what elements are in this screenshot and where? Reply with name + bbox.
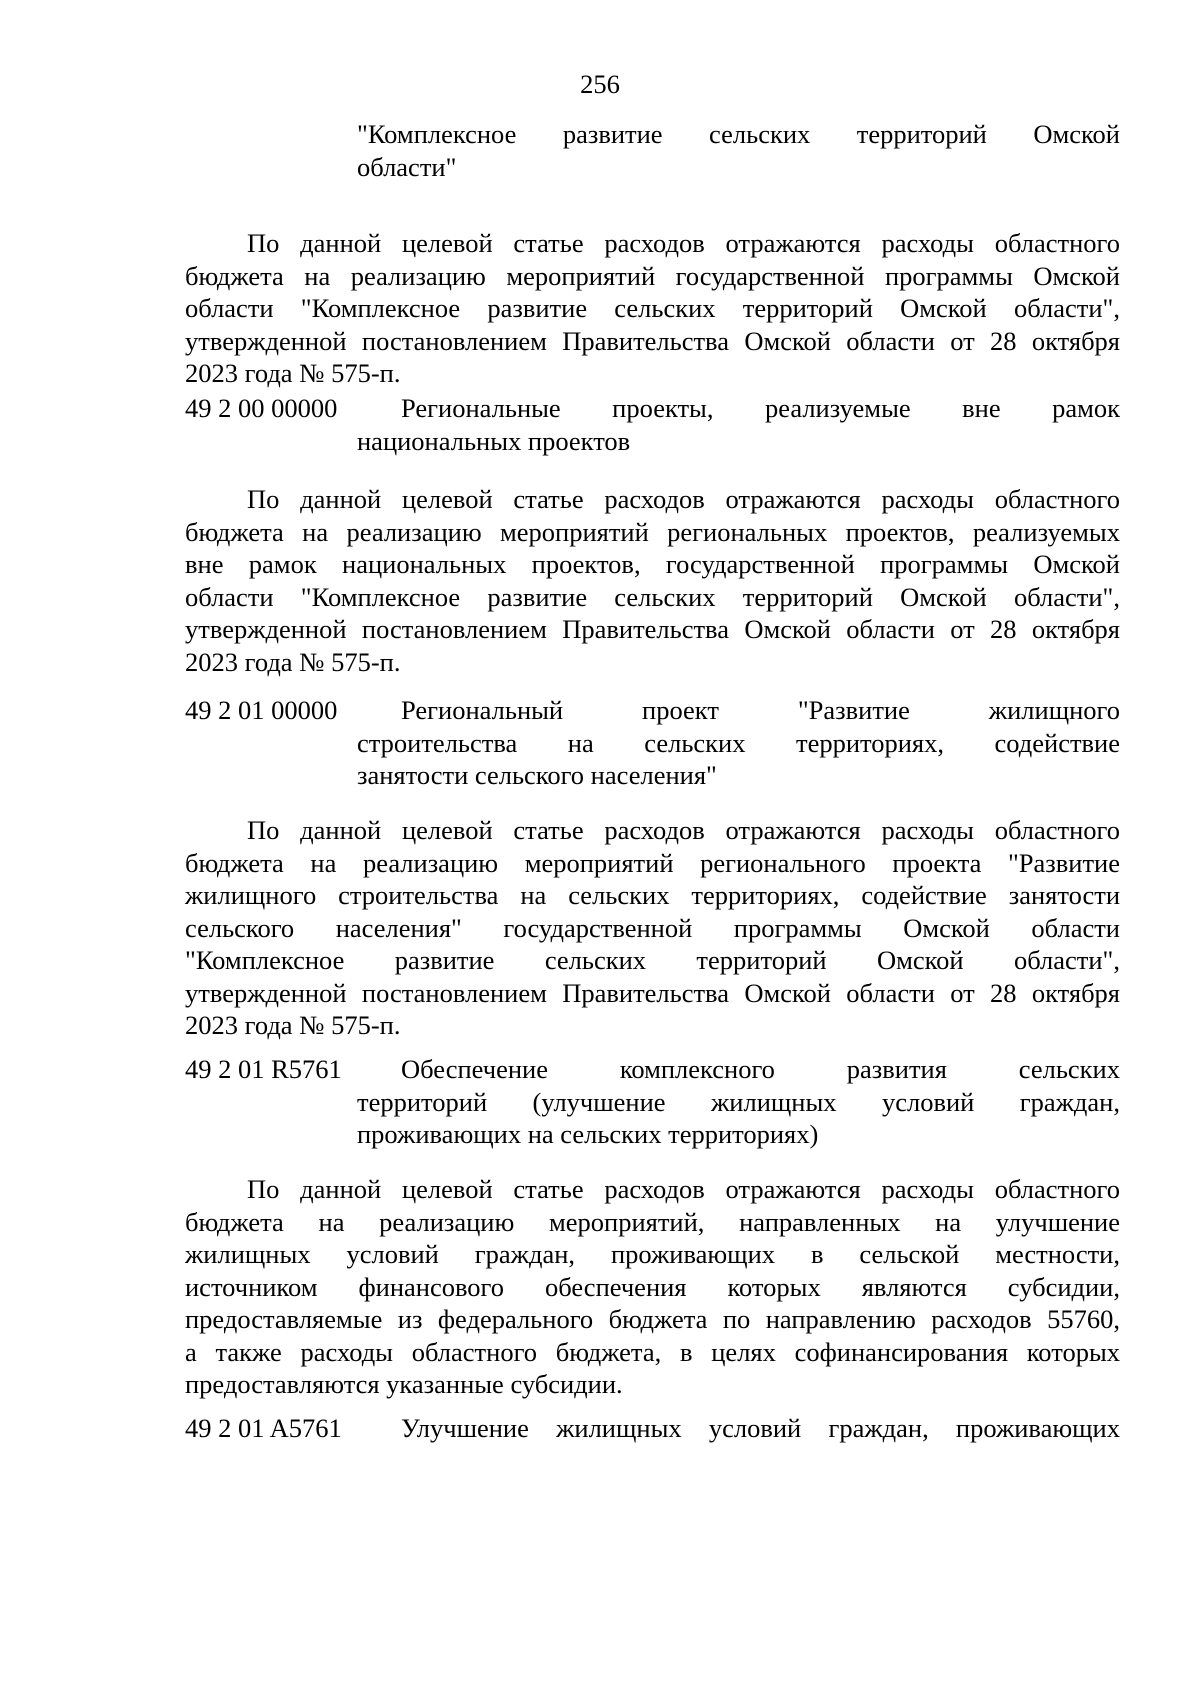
heading-line: "Комплексное развитие сельских территорий Омской [357, 119, 1120, 149]
paragraph-line: области "Комплексное развитие сельских территорий Омской области", [185, 581, 1120, 612]
paragraph-regional-projects [185, 483, 1120, 678]
budget-code: 49 2 01 00000 [185, 695, 338, 725]
paragraph-line: а также расходы областного бюджета, в целях софинансирования которых [185, 1336, 1120, 1367]
heading-line: области" [357, 151, 457, 182]
paragraph-line: бюджета на реализацию мероприятий государственной программы Омской [185, 260, 1120, 291]
heading-49-2-00-00000 [185, 392, 1120, 457]
paragraph-line: По данной целевой статье расходов отражаются расходы областного [247, 484, 1120, 514]
paragraph-subsidies [185, 1173, 1120, 1401]
paragraph-line: вне рамок национальных проектов, государственной программы Омской [185, 549, 1120, 579]
paragraph-line: По данной целевой статье расходов отражаются расходы областного [247, 815, 1120, 845]
paragraph-line: утвержденной постановлением Правительства Омской области от 28 октября [185, 977, 1120, 1008]
budget-code: 49 2 00 00000 [185, 393, 338, 423]
paragraph-line: 2023 года № 575-п. [185, 646, 401, 677]
heading-49-2-01-00000 [185, 694, 1120, 792]
heading-line: строительства на сельских территориях, содействие [357, 727, 1120, 758]
heading-line: Обеспечение комплексного развития сельских [401, 1054, 1120, 1084]
paragraph-line: бюджета на реализацию мероприятий, направленных на улучшение [185, 1206, 1120, 1237]
paragraph-housing-project [185, 814, 1120, 1042]
paragraph-line: 2023 года № 575-п. [185, 358, 401, 388]
paragraph-line: сельского населения" государственной программы Омской области [185, 912, 1120, 943]
paragraph-line: "Комплексное развитие сельских территорий Омской области", [185, 945, 1120, 975]
paragraph-line: бюджета на реализацию мероприятий региональных проектов, реализуемых [185, 516, 1120, 547]
heading-line: проживающих на сельских территориях) [357, 1119, 819, 1149]
heading-line: Улучшение жилищных условий граждан, проживающих [401, 1413, 1120, 1443]
heading-line: Региональные проекты, реализуемые вне рамок [401, 393, 1120, 423]
budget-code: 49 2 01 R5761 [185, 1054, 342, 1084]
paragraph-line: источником финансового обеспечения которых являются субсидии, [185, 1271, 1120, 1302]
paragraph-line: 2023 года № 575-п. [185, 1010, 401, 1040]
heading-line: национальных проектов [357, 425, 631, 456]
paragraph-line: предоставляются указанные субсидии. [185, 1369, 623, 1399]
paragraph-line: области "Комплексное развитие сельских территорий Омской области", [185, 293, 1120, 323]
paragraph-line: предоставляемые из федерального бюджета по направлению расходов 55760, [185, 1304, 1120, 1334]
budget-code: 49 2 01 A5761 [185, 1413, 342, 1443]
heading-line: занятости сельского населения" [357, 760, 717, 790]
heading-49-2-01-A5761 [185, 1412, 1120, 1445]
paragraph-line: утвержденной постановлением Правительства Омской области от 28 октября [185, 614, 1120, 644]
heading-line: территорий (улучшение жилищных условий граждан, [357, 1086, 1120, 1117]
heading-program-continued [185, 118, 1120, 183]
paragraph-program [185, 227, 1120, 390]
paragraph-line: жилищного строительства на сельских территориях, содействие занятости [185, 880, 1120, 910]
paragraph-line: По данной целевой статье расходов отражаются расходы областного [247, 1174, 1120, 1204]
heading-49-2-01-R5761 [185, 1053, 1120, 1151]
paragraph-line: жилищных условий граждан, проживающих в сельской местности, [185, 1239, 1120, 1269]
paragraph-line: бюджета на реализацию мероприятий регионального проекта "Развитие [185, 847, 1120, 878]
paragraph-line: По данной целевой статье расходов отражаются расходы областного [247, 228, 1120, 258]
heading-line: Региональный проект "Развитие жилищного [401, 695, 1120, 725]
page-number: 256 [580, 69, 620, 99]
paragraph-line: утвержденной постановлением Правительства Омской области от 28 октября [185, 325, 1120, 356]
